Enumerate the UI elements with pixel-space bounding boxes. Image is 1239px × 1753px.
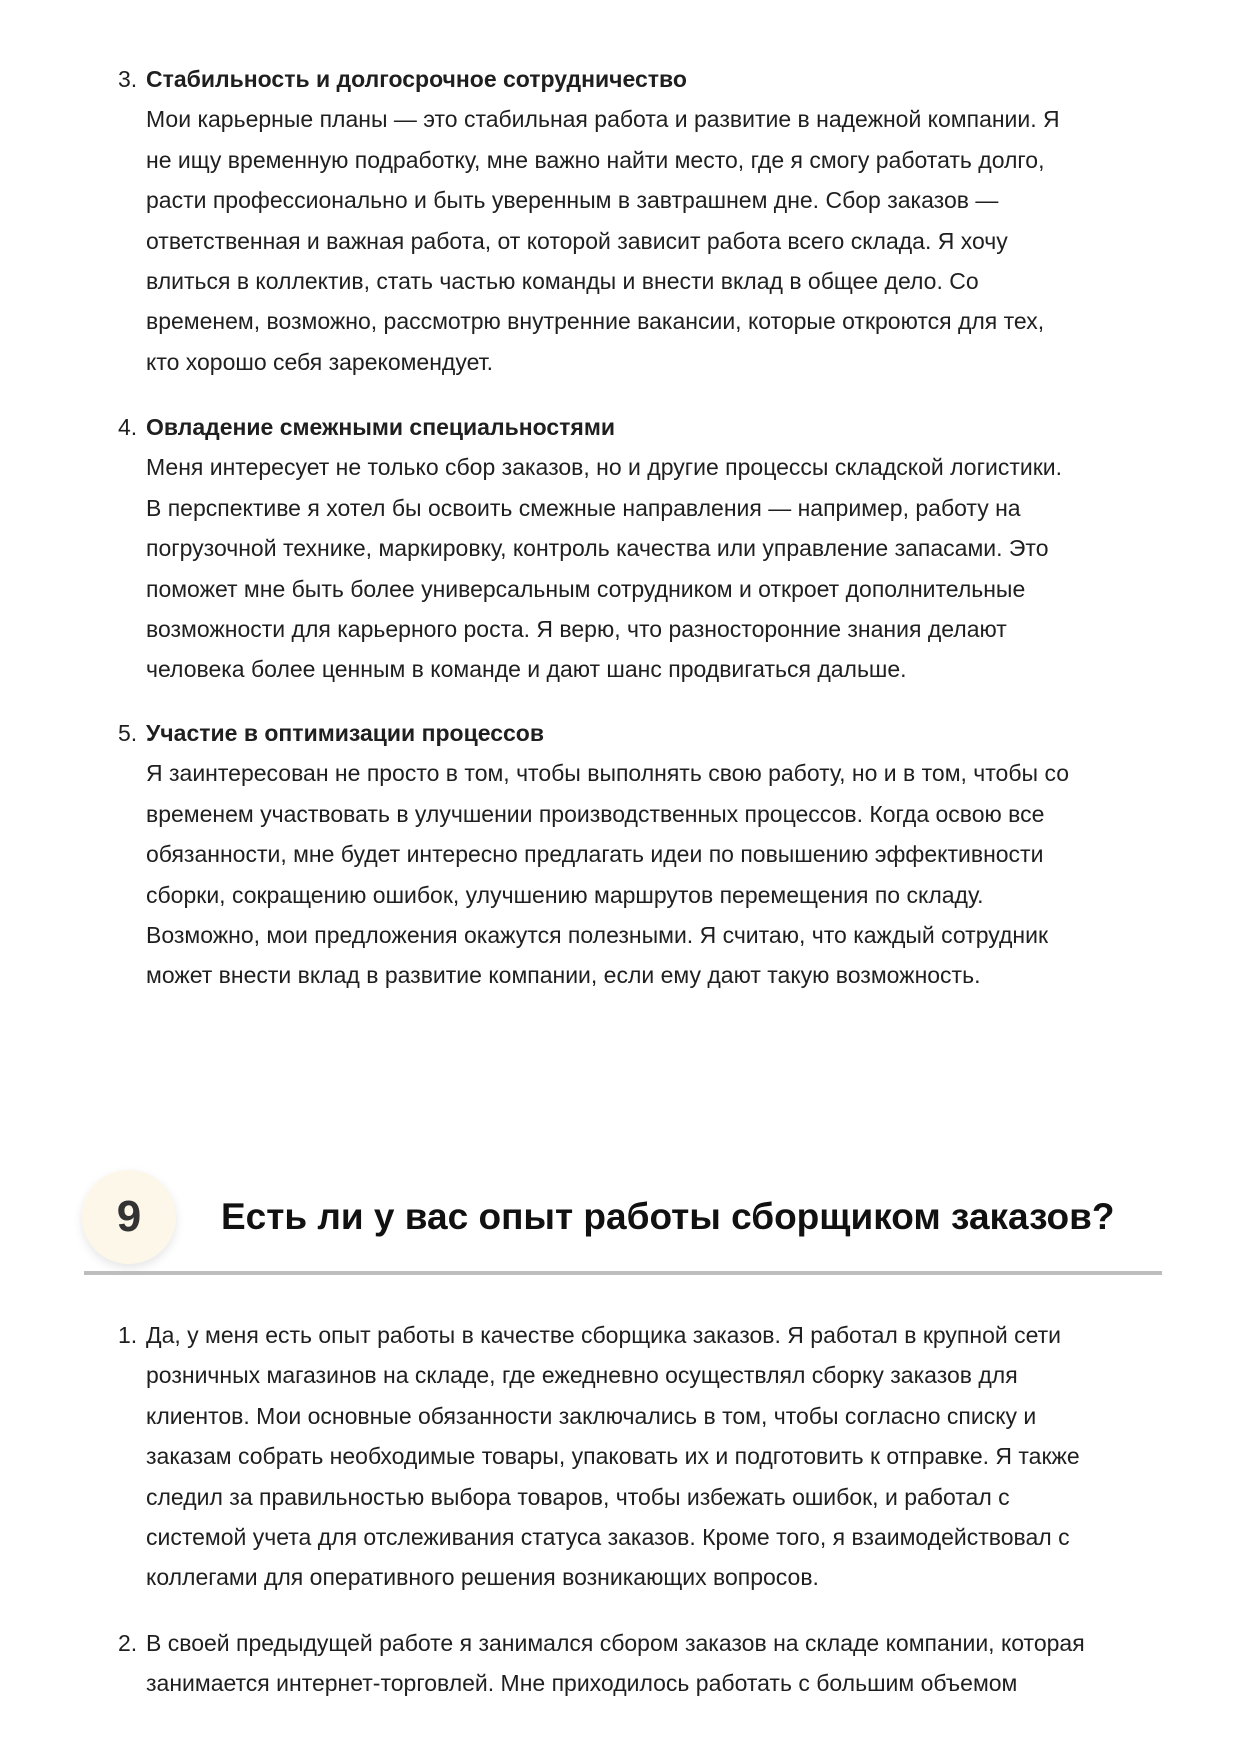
item-title: Овладение смежными специальностями [146, 414, 615, 440]
text-line: временем, возможно, рассмотрю внутренние вакансии, которые откроются для тех, [146, 308, 1045, 335]
text-line: поможет мне быть более универсальным сотрудником и откроет дополнительные [146, 575, 1026, 602]
list-item [118, 59, 1178, 382]
text-line: временем участвовать в улучшении производственных процессов. Когда освою все [146, 800, 1045, 827]
list-number: 3. [118, 66, 138, 92]
text-line: возможности для карьерного роста. Я верю, что разносторонние знания делают [146, 616, 1007, 643]
text-line: сборки, сокращению ошибок, улучшению маршрутов перемещения по складу. [146, 881, 984, 908]
text-line: обязанности, мне будет интересно предлагать идеи по повышению эффективности [146, 841, 1044, 868]
list-item [118, 407, 1178, 690]
text-line: В своей предыдущей работе я занимался сбором заказов на складе компании, которая [146, 1630, 1085, 1656]
text-line: ответственная и важная работа, от которой зависит работа всего склада. Я хочу [146, 227, 1008, 254]
list-item [118, 713, 1178, 996]
text-line: не ищу временную подработку, мне важно найти место, где я смогу работать долго, [146, 146, 1045, 173]
list-number: 1. [118, 1322, 138, 1348]
text-line: В перспективе я хотел бы освоить смежные направления — например, работу на [146, 494, 1021, 521]
item-title: Участие в оптимизации процессов [146, 720, 544, 746]
text-line: Меня интересует не только сбор заказов, но и другие процессы складской логистики. [146, 454, 1063, 481]
text-line: следил за правильностью выбора товаров, чтобы избежать ошибок, и работал с [146, 1483, 1010, 1510]
text-line: может внести вклад в развитие компании, если ему дают такую возможность. [146, 962, 981, 989]
list-item [118, 1623, 1178, 1704]
text-line: влиться в коллектив, стать частью команды и внести вклад в общее дело. Со [146, 268, 979, 295]
text-line: Возможно, мои предложения окажутся полезными. Я считаю, что каждый сотрудник [146, 922, 1049, 949]
text-line: клиентов. Мои основные обязанности заключались в том, чтобы согласно списку и [146, 1402, 1037, 1429]
list-number: 2. [118, 1630, 138, 1656]
text-line: розничных магазинов на складе, где ежедневно осуществлял сборку заказов для [146, 1362, 1018, 1389]
item-title: Стабильность и долгосрочное сотрудничество [146, 66, 687, 92]
list-number: 4. [118, 414, 138, 440]
list-number: 5. [118, 720, 138, 746]
section-heading: Есть ли у вас опыт работы сборщиком заказов? [221, 1196, 1115, 1237]
text-line: системой учета для отслеживания статуса заказов. Кроме того, я взаимодействовал с [146, 1524, 1070, 1551]
text-line: коллегами для оперативного решения возникающих вопросов. [146, 1564, 819, 1591]
text-line: Да, у меня есть опыт работы в качестве сборщика заказов. Я работал в крупной сети [146, 1322, 1062, 1348]
text-line: занимается интернет-торговлей. Мне приходилось работать с большим объемом [146, 1670, 1018, 1697]
section-number-badge: 9 [82, 1170, 176, 1264]
text-line: кто хорошо себя зарекомендует. [146, 348, 493, 375]
text-line: заказам собрать необходимые товары, упаковать их и подготовить к отправке. Я также [146, 1443, 1080, 1470]
text-line: погрузочной технике, маркировку, контроль качества или управление запасами. Это [146, 535, 1049, 562]
text-line: расти профессионально и быть уверенным в завтрашнем дне. Сбор заказов — [146, 187, 999, 214]
list-item [118, 1315, 1178, 1598]
text-line: человека более ценным в команде и дают шанс продвигаться дальше. [146, 656, 907, 683]
text-line: Я заинтересован не просто в том, чтобы выполнять свою работу, но и в том, чтобы со [146, 760, 1069, 787]
text-line: Мои карьерные планы — это стабильная работа и развитие в надежной компании. Я [146, 106, 1060, 133]
section-divider [84, 1271, 1162, 1275]
